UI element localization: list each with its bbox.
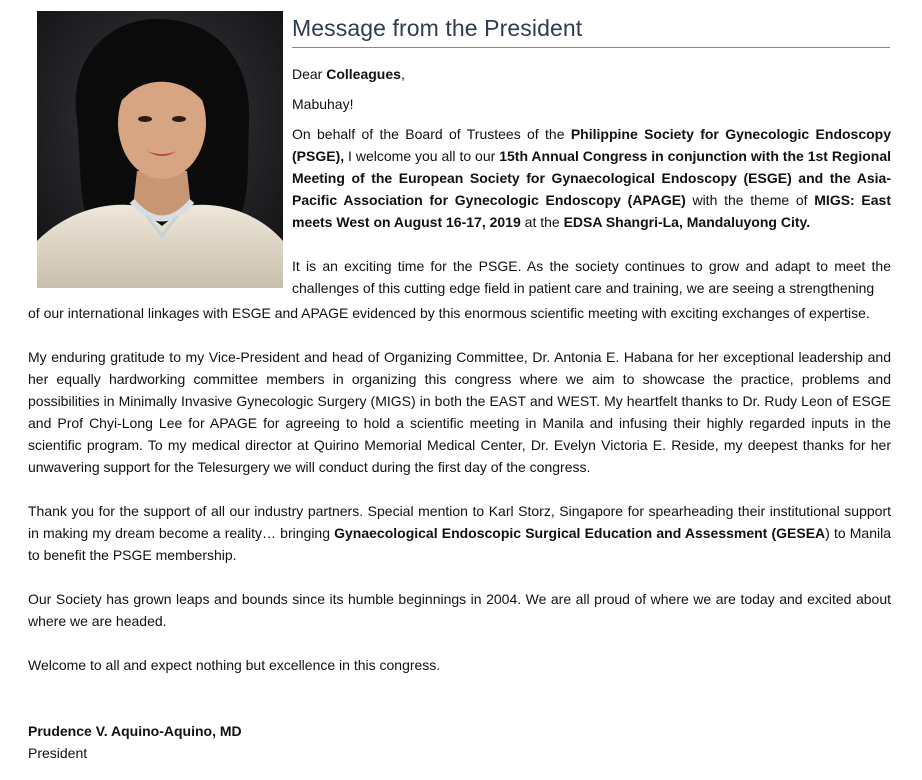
paragraph-3: My enduring gratitude to my Vice-President and head of Organizing Committee, Dr. Antonia E. Habana for her exceptional leadership and her equally hardworking committee members in organizing this congress where we aim to showcase the practice, problems and possibilities in Minimally Invasive Gynecologic Surgery (MIGS) in both the EAST and WEST. My heartfelt thanks to Dr. Rudy Leon of ESGE and Prof Chyi-Long Lee for APAGE for agreeing to hold a scientific meeting in Manila and infusing their highly regarded inputs in the scientific program. To my medical director at Quirino Memorial Medical Center, Dr. Evelyn Victoria E. Reside, my deepest thanks for her unwavering support for the Telesurgery we will conduct during the first day of the congress. [28, 349, 891, 475]
intro-text-1: On behalf of the Board of Trustees of the [292, 126, 571, 142]
signature-name-text: Prudence V. Aquino-Aquino, MD [28, 723, 242, 739]
gesea-name: Gynaecological Endoscopic Surgical Education and Assessment (GESEA [334, 525, 826, 541]
intro-paragraph [292, 123, 891, 233]
paragraph-2-start: It is an exciting time for the PSGE. As the society continues to grow and adapt to meet the challenges of this cutting edge field in patient care and training, we are seeing a strengthening [292, 258, 891, 296]
salutation-comma: , [400, 66, 405, 82]
intro-text-4: at the [520, 214, 564, 230]
congress-theme: MIGS: East meets West on August 16-17, 2019 [292, 192, 891, 230]
paragraph-4-text-b: ) to Manila to benefit the PSGE membership. [28, 525, 891, 563]
letter-body-block [28, 302, 891, 764]
paragraph-4 [28, 500, 891, 566]
salutation-dear: Dear [292, 66, 327, 82]
paragraph-5: Our Society has grown leaps and bounds since its humble beginnings in 2004. We are all proud of where we are today and excited about where we are headed. [28, 591, 891, 629]
salutation [292, 63, 891, 85]
intro-text-3: with the theme of [685, 192, 815, 208]
paragraph-2-end: of our international linkages with ESGE and APAGE evidenced by this enormous scientific meeting with exciting exchanges of expertise. [28, 305, 870, 321]
portrait-illustration [37, 11, 283, 288]
salutation-recipient: Colleagues [326, 66, 401, 82]
paragraph-6: Welcome to all and expect nothing but excellence in this congress. [28, 657, 441, 673]
page-title: Message from the President [292, 12, 890, 48]
congress-venue: EDSA Shangri-La, Mandaluyong City. [563, 214, 811, 230]
org-name: Philippine Society for Gynecologic Endoscopy (PSGE), [292, 126, 892, 164]
mabuhay-line: Mabuhay! [292, 96, 354, 112]
letter-intro-block [292, 63, 891, 299]
president-portrait [37, 11, 283, 288]
signature-name [28, 720, 891, 742]
paragraph-4-text-a: Thank you for the support of all our industry partners. Special mention to Karl Storz, Singapore for spearheading their institutional support in making my dream become a reality… bringing [28, 503, 891, 541]
congress-name: 15th Annual Congress in conjunction with the 1st Regional Meeting of the European Society for Gynaecological Endoscopy (ESGE) and the Asia-Pacific Association for Gynecologic Endoscopy (APAGE) [292, 148, 891, 208]
signature-role: President [28, 745, 88, 761]
intro-text-2: I welcome you all to our [344, 148, 500, 164]
